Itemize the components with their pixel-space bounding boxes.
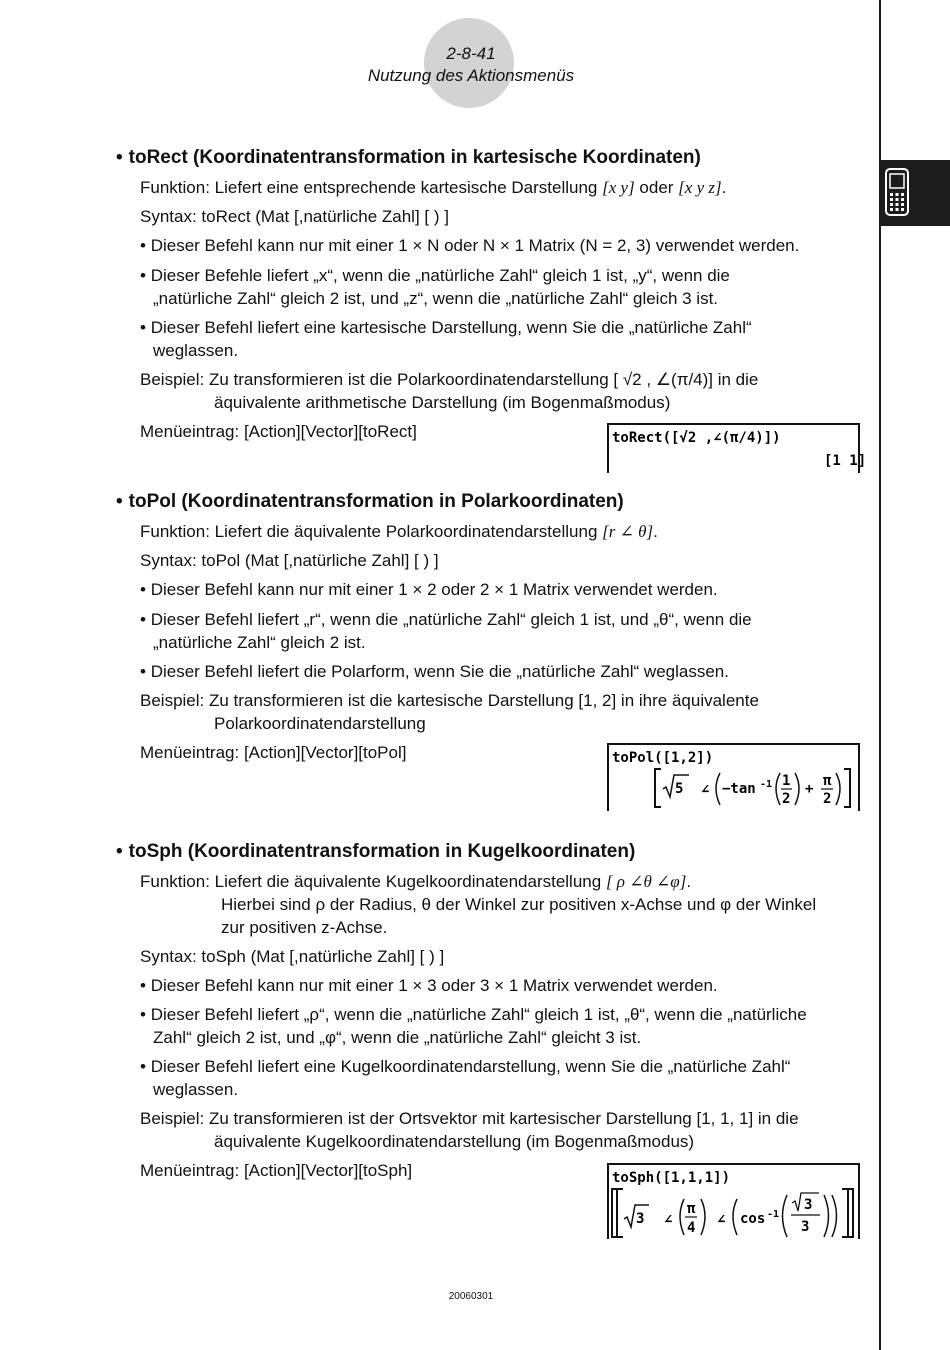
tosph-angle-symbol-1: ∠ bbox=[664, 1212, 673, 1228]
torect-screen bbox=[607, 423, 867, 473]
topol-frac1-den: 2 bbox=[782, 791, 791, 807]
torect-beispiel: Beispiel: Zu transformieren ist die Polarkoordinatendarstellung [ √2 , ∠(π/4)] in die bbox=[140, 370, 759, 389]
torect-heading: • toRect (Koordinatentransformation in kartesische Koordinaten) bbox=[116, 147, 701, 168]
topol-angle-symbol: ∠ bbox=[701, 782, 710, 798]
tosph-cos-exp: -1 bbox=[767, 1209, 780, 1220]
tosph-bracket-inner-right bbox=[842, 1189, 848, 1237]
torect-screen-result: [1 1] bbox=[824, 453, 867, 469]
tosph-paren3-right bbox=[824, 1195, 829, 1237]
tosph-four: 4 bbox=[687, 1220, 696, 1236]
tosph-three: 3 bbox=[801, 1219, 810, 1235]
tosph-funktion-cont1: Hierbei sind ρ der Radius, θ der Winkel zur positiven x-Achse und φ der Winkel bbox=[221, 895, 817, 914]
topol-syntax: Syntax: toPol (Mat [,natürliche Zahl] [ ) ] bbox=[140, 551, 439, 570]
page-number: 2-8-41 bbox=[446, 44, 496, 63]
torect-syntax: Syntax: toRect (Mat [,natürliche Zahl] [ ) ] bbox=[140, 207, 449, 226]
tosph-beispiel: Beispiel: Zu transformieren ist der Ortsvektor mit kartesischer Darstellung [1, 1, 1] in die bbox=[140, 1109, 799, 1128]
tosph-funktion: Funktion: Liefert die äquivalente Kugelkoordinatendarstellung [ ρ ∠θ ∠φ]. bbox=[140, 872, 692, 891]
topol-beispiel: Beispiel: Zu transformieren ist die kartesische Darstellung [1, 2] in ihre äquivalente bbox=[140, 691, 759, 710]
calculator-icon bbox=[885, 168, 909, 216]
tosph-menu: Menüeintrag: [Action][Vector][toSph] bbox=[140, 1161, 413, 1180]
topol-menu: Menüeintrag: [Action][Vector][toPol] bbox=[140, 743, 407, 762]
topol-paren-inner-right bbox=[795, 773, 799, 805]
topol-tan-exp: -1 bbox=[760, 779, 773, 790]
tosph-bullet1: • Dieser Befehl kann nur mit einer 1 × 3 oder 3 × 1 Matrix verwendet werden. bbox=[140, 976, 718, 995]
topol-funktion: Funktion: Liefert die äquivalente Polarkoordinatendarstellung [r ∠ θ]. bbox=[140, 522, 658, 541]
topol-bullet2-cont: „natürliche Zahl“ gleich 2 ist. bbox=[153, 633, 366, 652]
topol-frac1-num: 1 bbox=[782, 773, 791, 789]
tosph-beispiel-cont: äquivalente Kugelkoordinatendarstellung (im Bogenmaßmodus) bbox=[214, 1132, 695, 1151]
tosph-funktion-cont2: zur positiven z-Achse. bbox=[221, 918, 388, 937]
topol-screen-input: toPol([1,2]) bbox=[612, 750, 714, 766]
topol-paren-inner-left bbox=[776, 773, 780, 805]
topol-bullet2: • Dieser Befehl liefert „r“, wenn die „natürliche Zahl“ gleich 1 ist, und „θ“, wenn die bbox=[140, 610, 752, 629]
topol-sqrt-value: 5 bbox=[675, 781, 684, 797]
tosph-bracket-inner-left bbox=[617, 1189, 623, 1237]
tosph-paren1-right bbox=[701, 1199, 705, 1235]
footer-code: 20060301 bbox=[448, 1291, 494, 1302]
topol-screen bbox=[607, 743, 860, 811]
topol-bracket-left bbox=[655, 769, 661, 807]
topol-plus: + bbox=[805, 781, 814, 797]
topol-bracket-right bbox=[844, 769, 850, 807]
tosph-screen-input: toSph([1,1,1]) bbox=[612, 1170, 731, 1186]
tosph-angle-symbol-2: ∠ bbox=[717, 1212, 726, 1228]
tosph-cos: cos bbox=[740, 1211, 766, 1227]
topol-paren-right bbox=[836, 773, 840, 805]
torect-bullet2: • Dieser Befehle liefert „x“, wenn die „natürliche Zahl“ gleich 1 ist, „y“, wenn die bbox=[140, 266, 730, 285]
torect-bullet3: • Dieser Befehl liefert eine kartesische Darstellung, wenn Sie die „natürliche Zahl“ bbox=[140, 318, 752, 337]
tosph-paren2-right bbox=[832, 1195, 837, 1237]
topol-paren-left bbox=[716, 773, 720, 805]
topol-beispiel-cont: Polarkoordinatendarstellung bbox=[214, 714, 426, 733]
torect-bullet2-cont: „natürliche Zahl“ gleich 2 ist, und „z“, wenn die „natürliche Zahl“ gleich 3 ist. bbox=[153, 289, 719, 308]
torect-beispiel-cont: äquivalente arithmetische Darstellung (im Bogenmaßmodus) bbox=[214, 393, 671, 412]
torect-funktion: Funktion: Liefert eine entsprechende kartesische Darstellung [x y] oder [x y z]. bbox=[140, 178, 727, 197]
torect-bullet3-cont: weglassen. bbox=[153, 341, 239, 360]
topol-bullet1: • Dieser Befehl kann nur mit einer 1 × 2 oder 2 × 1 Matrix verwendet werden. bbox=[140, 580, 718, 599]
tosph-paren1-left bbox=[680, 1199, 684, 1235]
topol-frac2-num: π bbox=[823, 773, 832, 789]
torect-screen-input: toRect([√2 ,∠(π/4)]) bbox=[612, 430, 781, 446]
tosph-bullet2: • Dieser Befehl liefert „ρ“, wenn die „natürliche Zahl“ gleich 1 ist, „θ“, wenn die „natürliche bbox=[140, 1005, 807, 1024]
tosph-sqrt-value: 3 bbox=[636, 1211, 645, 1227]
tosph-heading: • toSph (Koordinatentransformation in Kugelkoordinaten) bbox=[116, 841, 636, 862]
tosph-frac-sqrt-value: 3 bbox=[804, 1197, 813, 1213]
torect-menu: Menüeintrag: [Action][Vector][toRect] bbox=[140, 422, 417, 441]
tosph-syntax: Syntax: toSph (Mat [,natürliche Zahl] [ ) ] bbox=[140, 947, 445, 966]
tosph-paren3-left bbox=[783, 1195, 788, 1237]
topol-tan: −tan bbox=[722, 781, 756, 797]
tosph-bullet3-cont: weglassen. bbox=[153, 1080, 239, 1099]
tosph-pi: π bbox=[687, 1201, 696, 1217]
topol-heading: • toPol (Koordinatentransformation in Polarkoordinaten) bbox=[116, 491, 624, 512]
tosph-screen bbox=[607, 1163, 860, 1239]
chapter-side-tab bbox=[881, 160, 950, 226]
topol-bullet3: • Dieser Befehl liefert die Polarform, wenn Sie die „natürliche Zahl“ weglassen. bbox=[140, 662, 729, 681]
tosph-bullet2-cont: Zahl“ gleich 2 ist, und „φ“, wenn die „natürliche Zahl“ gleicht 3 ist. bbox=[153, 1028, 642, 1047]
chapter-title: Nutzung des Aktionsmenüs bbox=[367, 66, 575, 85]
tosph-bullet3: • Dieser Befehl liefert eine Kugelkoordinatendarstellung, wenn Sie die „natürliche Zahl“ bbox=[140, 1057, 791, 1076]
torect-bullet1: • Dieser Befehl kann nur mit einer 1 × N oder N × 1 Matrix (N = 2, 3) verwendet werden. bbox=[140, 236, 800, 255]
topol-frac2-den: 2 bbox=[823, 791, 832, 807]
tosph-paren2-left bbox=[733, 1199, 737, 1235]
